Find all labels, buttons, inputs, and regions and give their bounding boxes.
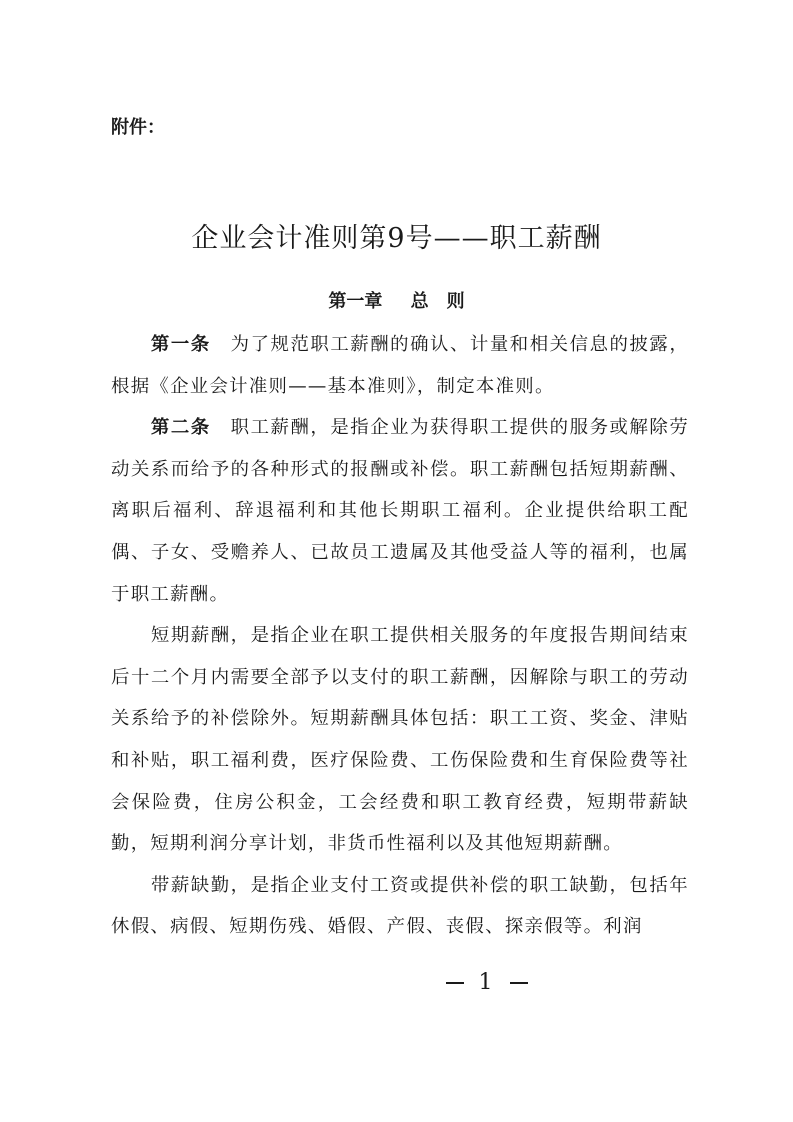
- paragraph-article-2: [111, 407, 689, 615]
- page-number: [0, 970, 793, 995]
- page-dash-left: [446, 982, 464, 984]
- paragraph-article-1: [111, 324, 689, 407]
- page-dash-right: [510, 982, 528, 984]
- paragraph-paid-absence: [111, 865, 689, 948]
- attachment-label: 附件：: [111, 117, 165, 138]
- document-body: [111, 324, 689, 948]
- page-number-value: 1: [478, 970, 495, 995]
- paragraph-text: 短期薪酬，是指企业在职工提供相关服务的年度报告期间结束后十二个月内需要全部予以支付的职工薪酬，因解除与职工的劳动关系给予的补偿除外。短期薪酬具体包括：职工工资、奖金、津贴和补贴，职工福利费，医疗保险费、工伤保险费和生育保险费等社会保险费，住房公积金，工会经费和职工教育经费，短期带薪缺勤，短期利润分享计划，非货币性福利以及其他短期薪酬。: [111, 625, 689, 855]
- article-heading: 第二条: [150, 417, 211, 439]
- chapter-number: 第一章: [328, 291, 383, 312]
- chapter-heading: [0, 287, 793, 313]
- article-heading: 第一条: [150, 334, 211, 355]
- paragraph-text: 职工薪酬，是指企业为获得职工提供的服务或解除劳动关系而给予的各种形式的报酬或补偿。职工薪酬包括短期薪酬、离职后福利、辞退福利和其他长期职工福利。企业提供给职工配偶、子女、受赡养人、已故员工遗属及其他受益人等的福利，也属于职工薪酬。: [111, 417, 690, 605]
- paragraph-text: 带薪缺勤，是指企业支付工资或提供补偿的职工缺勤，包括年休假、病假、短期伤残、婚假、产假、丧假、探亲假等。利润: [111, 874, 689, 938]
- paragraph-short-term: [111, 615, 689, 865]
- document-title: 企业会计准则第9号——职工薪酬: [191, 223, 602, 254]
- chapter-name: 总 则: [410, 291, 465, 312]
- paragraph-text: 为了规范职工薪酬的确认、计量和相关信息的披露，根据《企业会计准则——基本准则》，制定本准则。: [111, 334, 690, 397]
